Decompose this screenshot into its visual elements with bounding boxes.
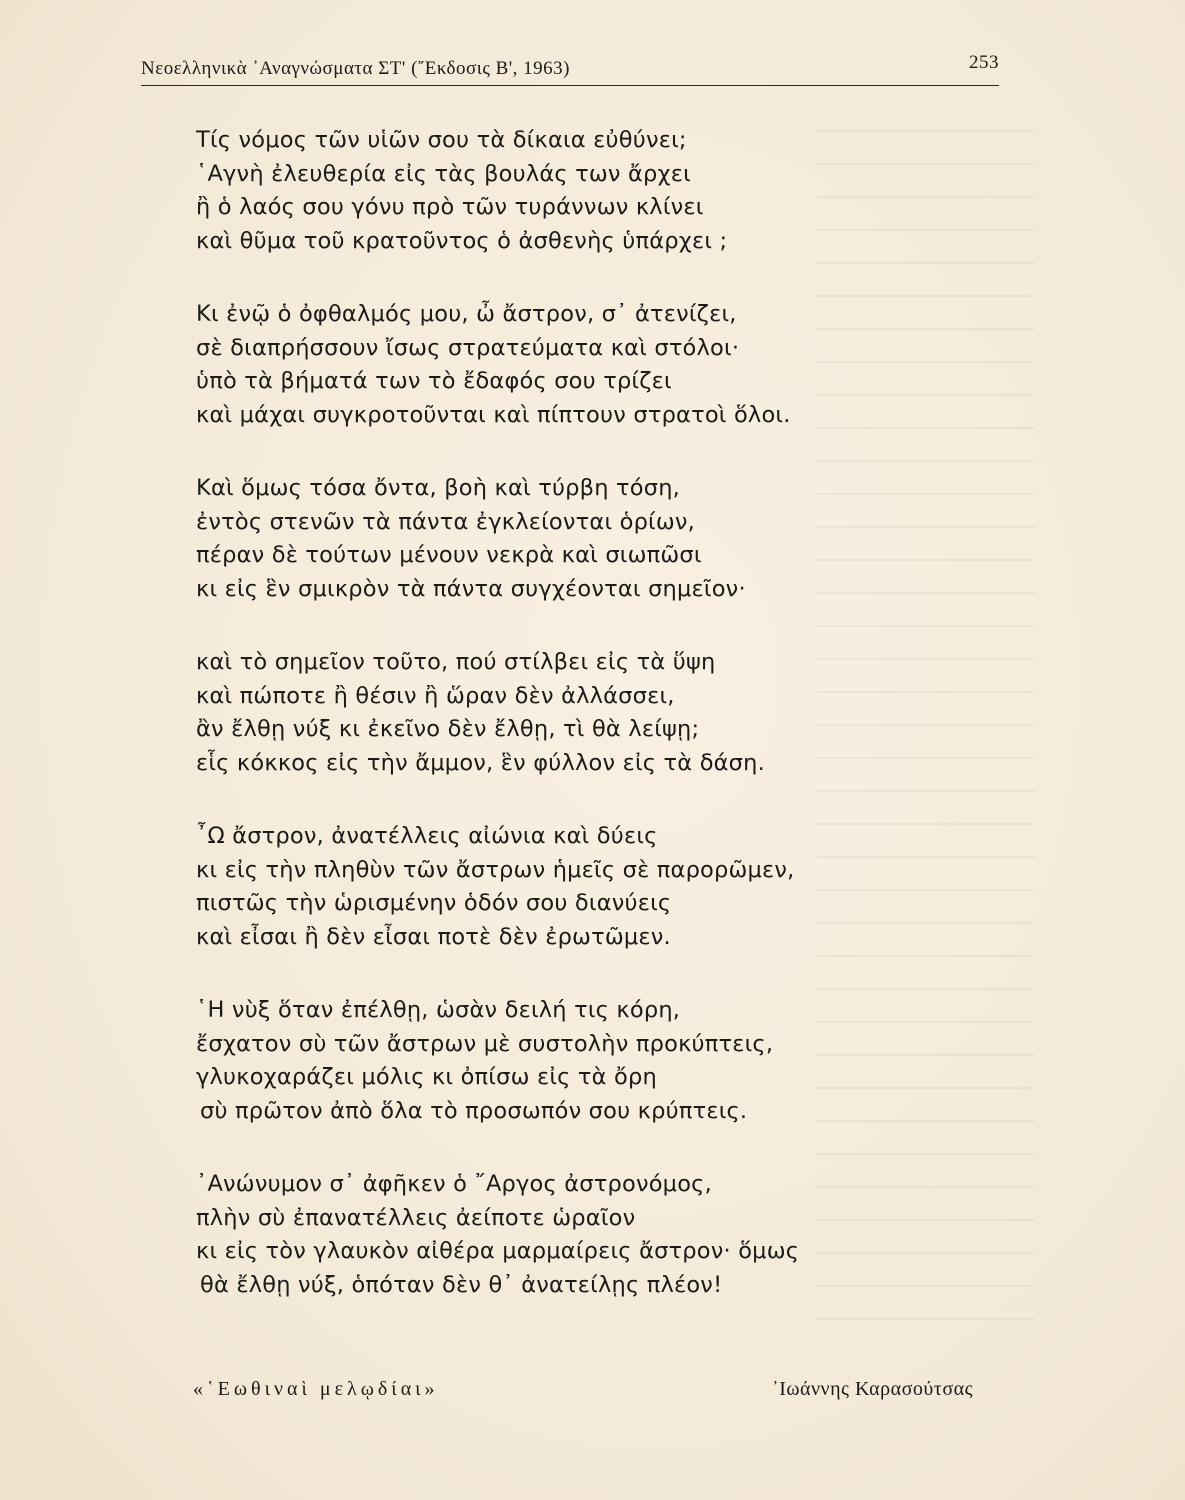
source-title: «῾Εωθιναὶ μελῳδίαι»	[193, 1378, 439, 1400]
poem	[196, 124, 956, 1302]
poem-line: ῾Αγνὴ ἐλευθερία εἰς τὰς βουλάς των ἄρχει	[196, 160, 691, 187]
poem-line: Τίς νόμος τῶν υἱῶν σου τὰ δίκαια εὐθύνει;	[196, 127, 687, 153]
poem-line: καὶ τὸ σημεῖον τοῦτο, πού στίλβει εἰς τὰ ὕψη	[196, 649, 716, 675]
poem-line: κι εἰς τὸν γλαυκὸν αἰθέρα μαρμαίρεις ἄστρον· ὅμως	[196, 1238, 800, 1264]
poem-line: πιστῶς τὴν ὡρισμένην ὁδόν σου διανύεις	[196, 890, 672, 916]
poem-line: πέραν δὲ τούτων μένουν νεκρὰ καὶ σιωπῶσι	[196, 542, 702, 568]
poem-line: καὶ θῦμα τοῦ κρατοῦντος ὁ ἀσθενὴς ὑπάρχει ;	[196, 227, 728, 254]
poem-line: θὰ ἔλθῃ νύξ, ὁπόταν δὲν θ᾽ ἀνατείλῃς πλέον!	[200, 1271, 723, 1298]
poem-line: ἔσχατον σὺ τῶν ἄστρων μὲ συστολὴν προκύπτεις,	[196, 1030, 774, 1057]
stanza-6	[196, 994, 956, 1128]
poem-line: ᾿Ανώνυμον σ᾽ ἀφῆκεν ὁ ῎Αργος ἀστρονόμος,	[196, 1171, 712, 1197]
poem-line: εἷς κόκκος εἰς τὴν ἄμμον, ἓν φύλλον εἰς τὰ δάση.	[196, 749, 765, 776]
poem-line: ῾Η νὺξ ὅταν ἐπέλθῃ, ὡσὰν δειλή τις κόρη,	[196, 997, 681, 1023]
stanza-7	[196, 1168, 956, 1302]
poem-line: σὲ διαπρήσσουν ἴσως στρατεύματα καὶ στόλοι·	[196, 334, 740, 361]
stanza-1	[196, 124, 956, 258]
stanza-4	[196, 646, 956, 780]
poem-line: σὺ πρῶτον ἀπὸ ὅλα τὸ προσωπόν σου κρύπτεις.	[200, 1097, 748, 1124]
stanza-3	[196, 472, 956, 606]
running-header	[141, 52, 999, 84]
poem-line: καὶ πώποτε ἢ θέσιν ἢ ὥραν δὲν ἀλλάσσει,	[196, 682, 675, 709]
poem-line: ὑπὸ τὰ βήματά των τὸ ἔδαφός σου τρίζει	[196, 368, 672, 394]
stanza-5	[196, 820, 956, 954]
poem-line: πλὴν σὺ ἐπανατέλλεις ἀείποτε ὡραῖον	[196, 1204, 636, 1231]
page-number: 253	[969, 52, 999, 73]
stanza-2	[196, 298, 956, 432]
author-name: ᾿Ιωάννης Καρασούτσας	[772, 1378, 973, 1400]
header-title: Νεοελληνικὰ ᾿Αναγνώσματα ΣΤ' (῎Εκδοσις Β', 1963)	[141, 58, 571, 79]
poem-line: γλυκοχαράζει μόλις κι ὀπίσω εἰς τὰ ὄρη	[196, 1064, 657, 1090]
poem-line: κι εἰς ἓν σμικρὸν τὰ πάντα συγχέονται σημεῖον·	[196, 575, 746, 602]
poem-line: κι εἰς τὴν πληθὺν τῶν ἄστρων ἡμεῖς σὲ παρορῶμεν,	[196, 856, 795, 883]
poem-line: Κι ἐνῷ ὁ ὀφθαλμός μου, ὦ ἄστρον, σ᾽ ἀτενίζει,	[196, 301, 737, 327]
poem-line: Καὶ ὅμως τόσα ὄντα, βοὴ καὶ τύρβη τόση,	[196, 475, 681, 501]
poem-line: καὶ εἶσαι ἢ δὲν εἶσαι ποτὲ δὲν ἐρωτῶμεν.	[196, 923, 671, 950]
poem-line: καὶ μάχαι συγκροτοῦνται καὶ πίπτουν στρατοὶ ὅλοι.	[196, 401, 791, 428]
header-rule	[141, 85, 999, 86]
poem-line: ἂν ἔλθῃ νύξ κι ἐκεῖνο δὲν ἔλθῃ, τὶ θὰ λείψῃ;	[196, 716, 700, 742]
poem-line: ἢ ὁ λαός σου γόνυ πρὸ τῶν τυράννων κλίνει	[196, 194, 704, 220]
attribution	[193, 1378, 973, 1412]
poem-line: ῏Ω ἄστρον, ἀνατέλλεις αἰώνια καὶ δύεις	[196, 823, 658, 849]
poem-line: ἐντὸς στενῶν τὰ πάντα ἐγκλείονται ὁρίων,	[196, 508, 696, 535]
